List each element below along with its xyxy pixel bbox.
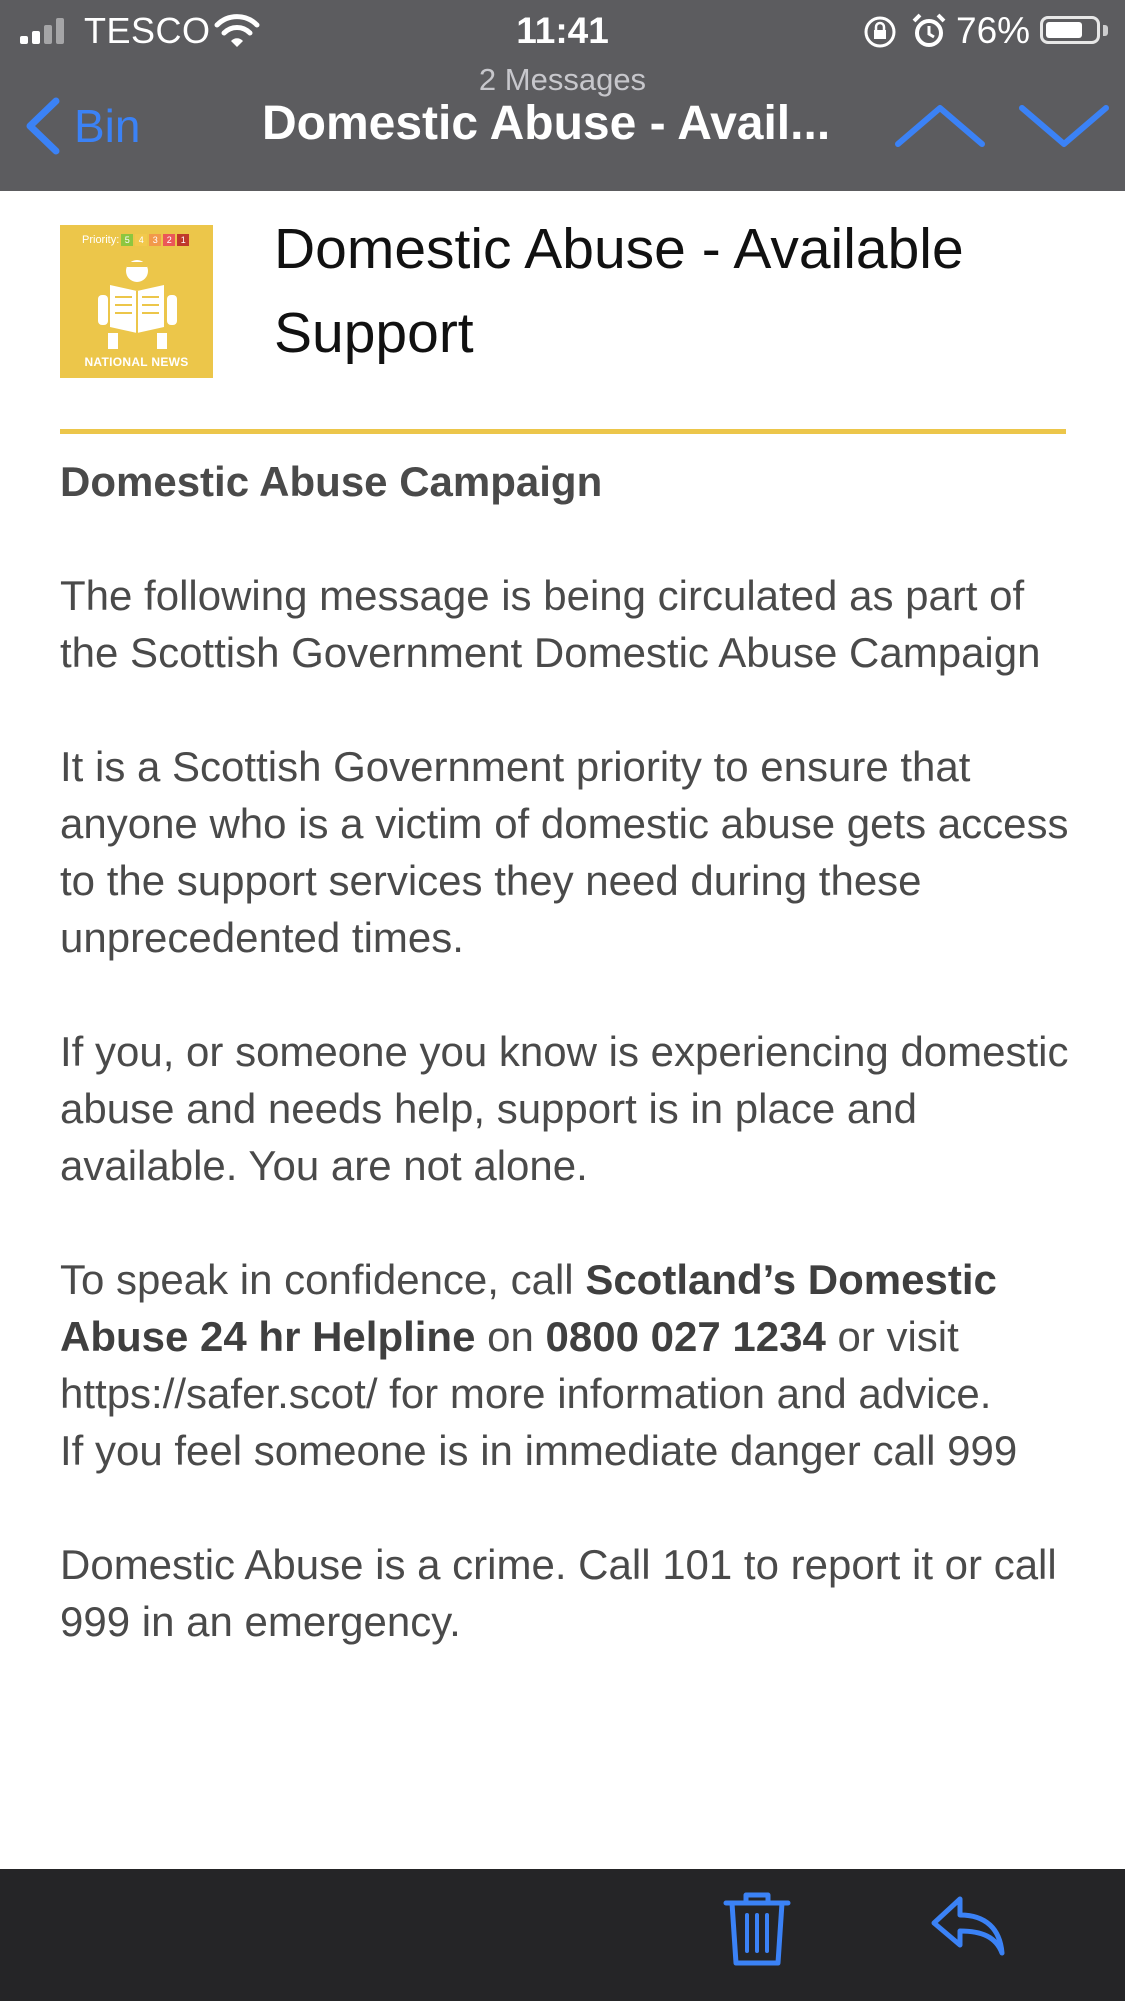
reply-icon[interactable] <box>930 1893 1006 1959</box>
helpline-text: or visit https://safer.scot/ for more information and advice. <box>60 1313 992 1417</box>
email-content <box>0 191 1125 1869</box>
alarm-icon <box>910 12 948 50</box>
priority-level: 2 <box>163 234 175 246</box>
back-label: Bin <box>74 100 141 152</box>
navigation-header <box>0 0 1125 191</box>
national-news-logo <box>60 225 213 378</box>
priority-level: 1 <box>177 234 189 246</box>
message-count: 2 Messages <box>478 62 647 97</box>
priority-level: 5 <box>121 234 133 246</box>
priority-level: 4 <box>135 234 147 246</box>
helpline-text: on <box>475 1313 546 1360</box>
carrier-name: TESCO <box>84 10 211 51</box>
battery-icon <box>1040 16 1100 44</box>
priority-level: 3 <box>149 234 161 246</box>
subject-divider <box>60 429 1066 434</box>
chevron-left-icon <box>22 97 62 155</box>
helpline-name: Scotland’s Domestic Abuse 24 hr Helpline <box>60 1256 997 1360</box>
body-paragraph: Domestic Abuse is a crime. Call 101 to report it or call 999 in an emergency. <box>60 1541 1057 1645</box>
emergency-paragraph: If you feel someone is in immediate danger call 999 <box>60 1427 1018 1474</box>
status-bar <box>0 0 1125 62</box>
status-time: 11:41 <box>516 10 609 51</box>
priority-label: Priority: <box>82 234 120 246</box>
helpline-paragraph <box>60 1251 1070 1422</box>
body-paragraph: The following message is being circulated as part of the Scottish Government Domestic Abuse Campaign <box>60 572 1041 676</box>
logo-caption: NATIONAL NEWS <box>84 355 189 369</box>
next-message-button[interactable] <box>1014 100 1114 152</box>
priority-indicator <box>82 234 189 246</box>
bottom-toolbar <box>0 1869 1125 2001</box>
newspaper-reader-icon <box>90 255 185 350</box>
battery-fill <box>1046 22 1082 38</box>
trash-icon[interactable] <box>722 1889 792 1969</box>
email-subject: Domestic Abuse - Available Support <box>274 217 964 365</box>
battery-tip <box>1103 25 1108 36</box>
campaign-heading: Domestic Abuse Campaign <box>60 458 603 505</box>
orientation-lock-icon <box>862 14 898 50</box>
back-button[interactable] <box>22 96 140 156</box>
nav-title: Domestic Abuse - Avail... <box>262 97 831 150</box>
helpline-text: To speak in confidence, call <box>60 1256 586 1303</box>
email-body <box>60 453 1070 1707</box>
battery-percent: 76% <box>956 10 1031 51</box>
helpline-number[interactable]: 0800 027 1234 <box>545 1313 826 1360</box>
body-paragraph: It is a Scottish Government priority to ensure that anyone who is a victim of domestic abuse gets access to the support services they need during these unprecedented times. <box>60 743 1069 961</box>
previous-message-button[interactable] <box>890 100 990 152</box>
body-paragraph: If you, or someone you know is experiencing domestic abuse and needs help, support is in place and available. You are not alone. <box>60 1028 1069 1189</box>
